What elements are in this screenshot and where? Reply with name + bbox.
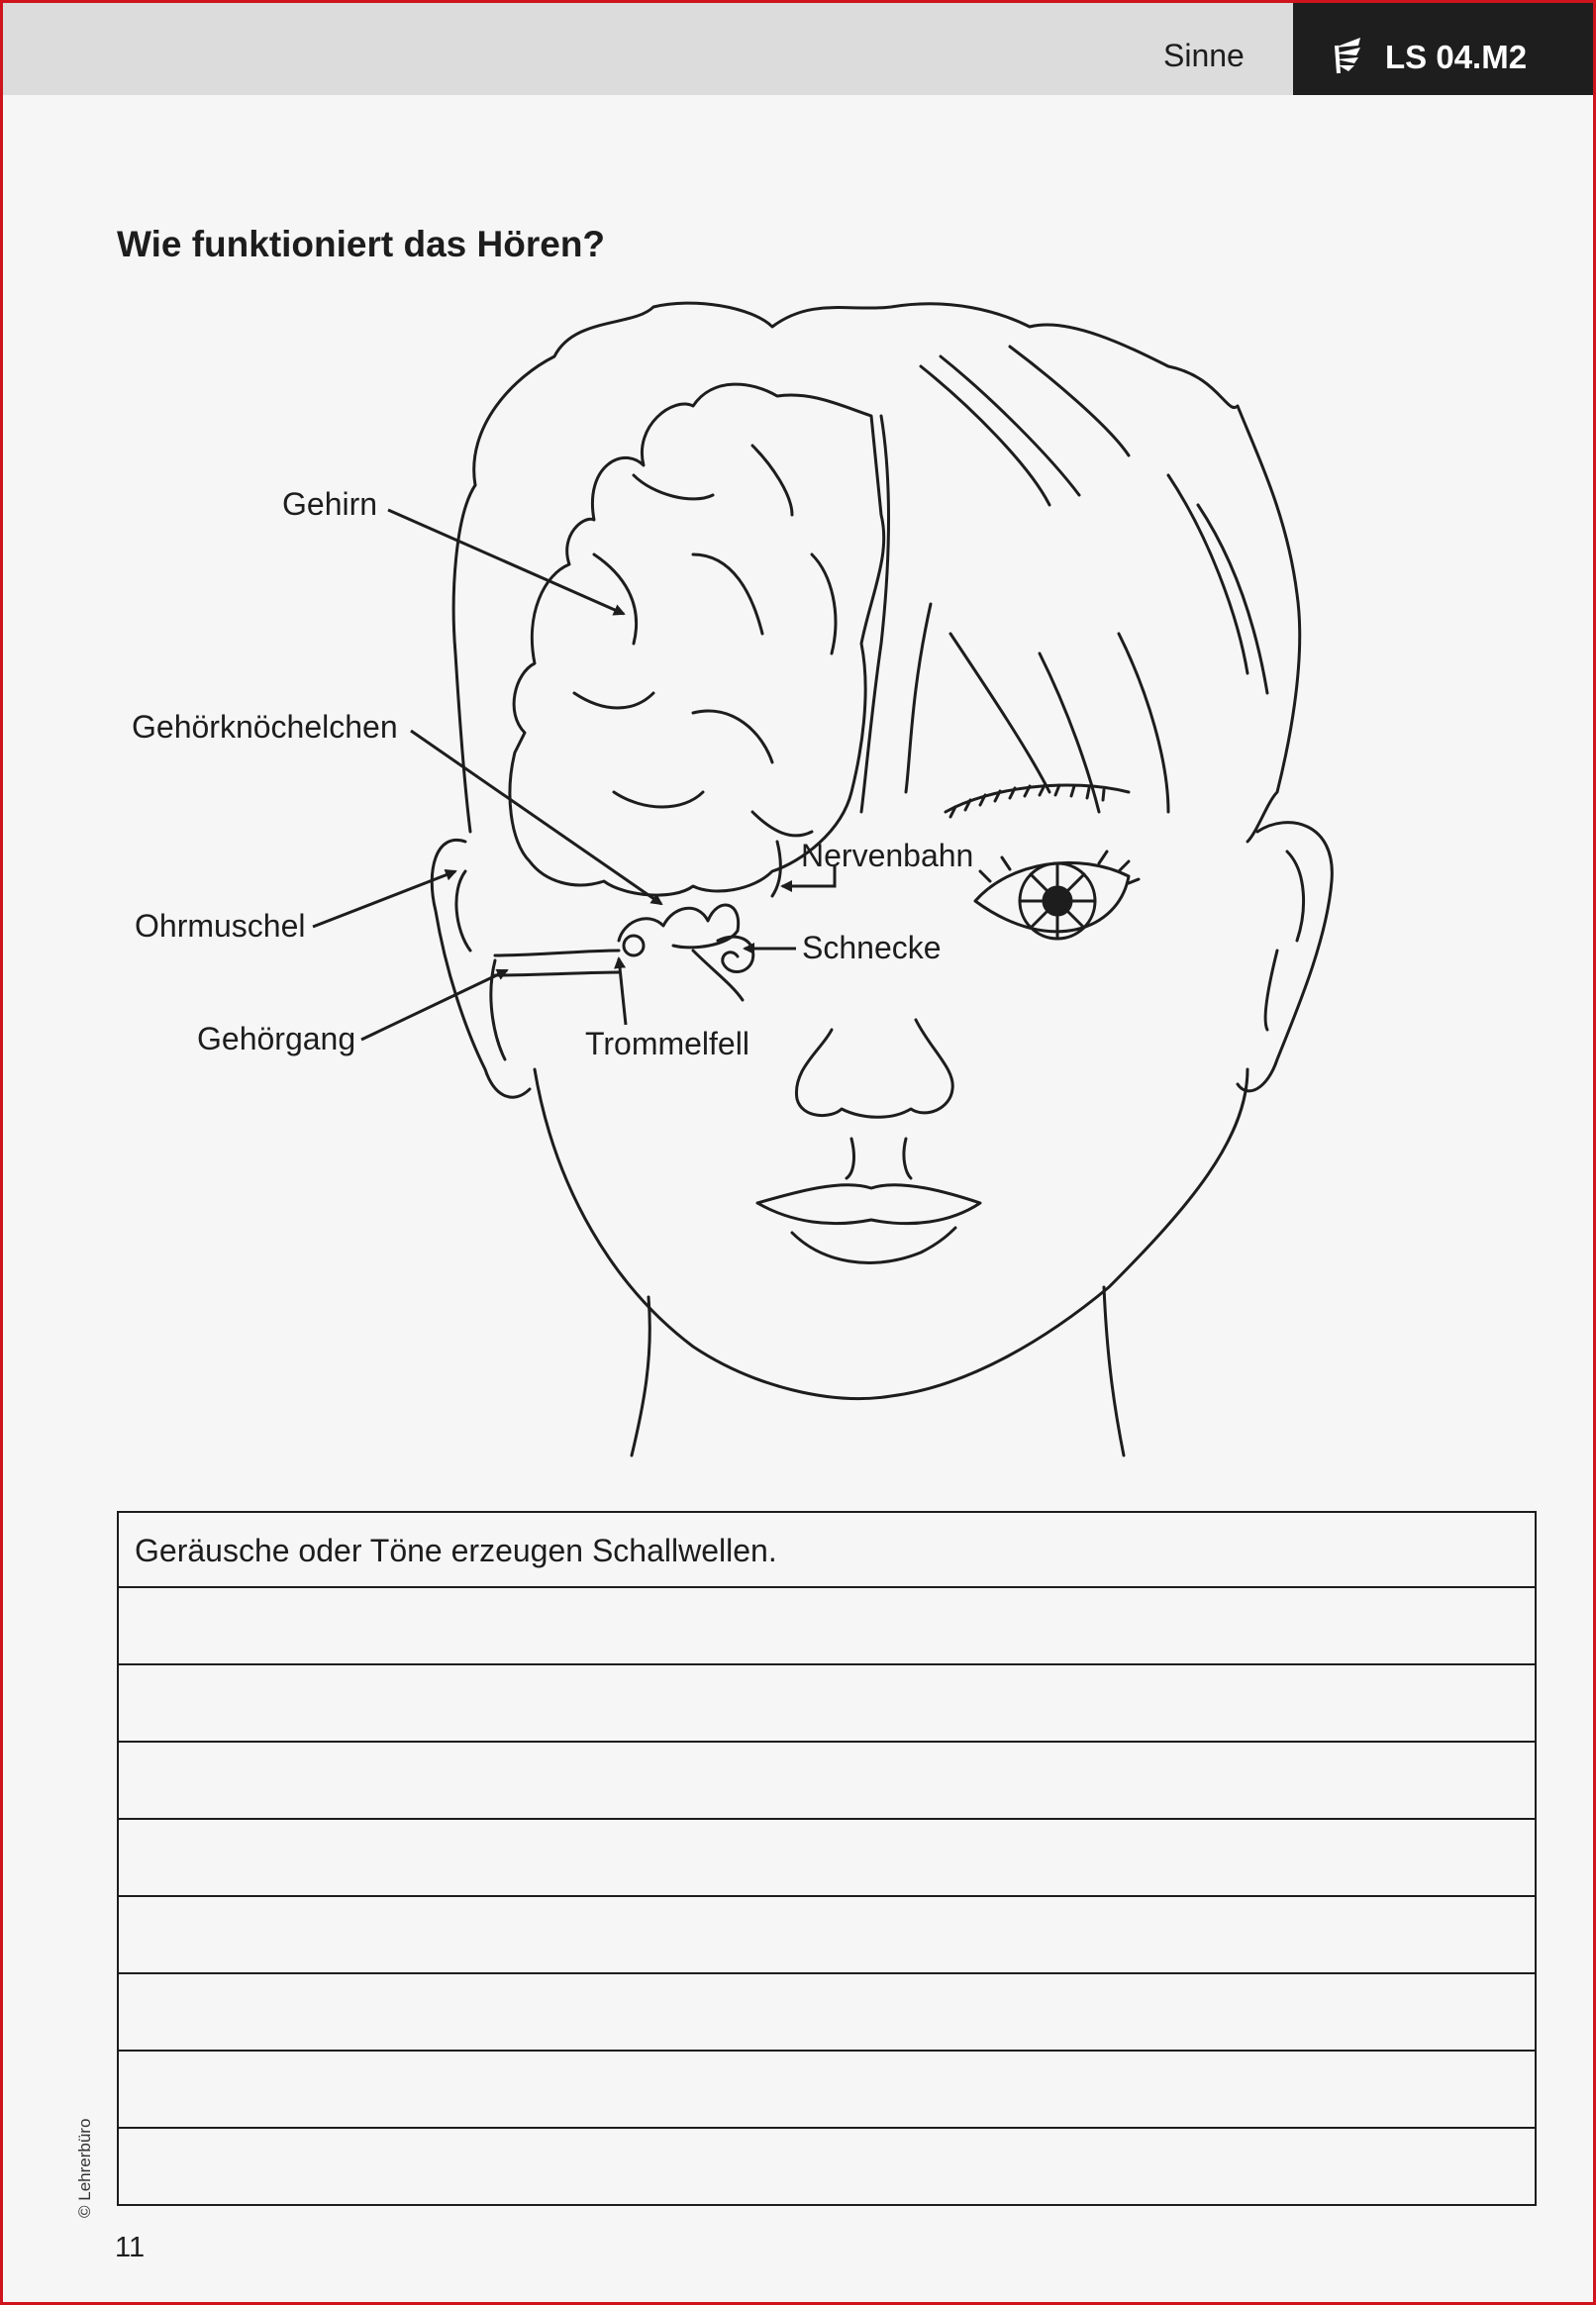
writing-line-3[interactable] bbox=[117, 1665, 1537, 1743]
writing-line-4[interactable] bbox=[117, 1743, 1537, 1820]
arrow-trommelfell bbox=[619, 958, 626, 1025]
ear-canal bbox=[495, 951, 619, 955]
eyebrow bbox=[946, 785, 1129, 812]
copyright-note: © Lehrerbüro bbox=[75, 2118, 94, 2218]
head-ear-illustration bbox=[0, 287, 1596, 1475]
topic-label: Sinne bbox=[1163, 38, 1245, 73]
pencil-fan-icon bbox=[1331, 36, 1366, 75]
worksheet-code-box bbox=[1293, 3, 1593, 95]
arrow-gehirn bbox=[388, 510, 624, 614]
arrow-gehoerknoechelchen bbox=[411, 731, 661, 904]
writing-line-7[interactable] bbox=[117, 1974, 1537, 2052]
left-ear bbox=[432, 840, 530, 1097]
label-nervenbahn: Nervenbahn bbox=[801, 838, 974, 873]
label-schnecke: Schnecke bbox=[802, 930, 942, 965]
page-title: Wie funktioniert das Hören? bbox=[117, 224, 606, 264]
worksheet-code: LS 04.M2 bbox=[1385, 39, 1528, 75]
writing-lines-box bbox=[117, 1511, 1537, 2206]
label-trommelfell: Trommelfell bbox=[585, 1026, 749, 1061]
mouth bbox=[757, 1185, 980, 1224]
face-outline bbox=[535, 1069, 1247, 1399]
brain-outline bbox=[510, 384, 884, 895]
label-ohrmuschel: Ohrmuschel bbox=[135, 908, 306, 944]
label-gehoergang: Gehörgang bbox=[197, 1021, 356, 1056]
arrow-gehoergang bbox=[361, 970, 507, 1040]
right-ear bbox=[1238, 823, 1332, 1091]
writing-line-9[interactable] bbox=[117, 2129, 1537, 2206]
writing-line-8[interactable] bbox=[117, 2052, 1537, 2129]
label-gehoerknoechelchen: Gehörknöchelchen bbox=[132, 709, 398, 745]
writing-line-5[interactable] bbox=[117, 1820, 1537, 1897]
nose bbox=[796, 1020, 952, 1117]
first-line-text: Geräusche oder Töne erzeugen Schallwellen. bbox=[135, 1533, 777, 1568]
page-number: 11 bbox=[115, 2232, 146, 2263]
label-gehirn: Gehirn bbox=[282, 486, 378, 522]
writing-line-1[interactable] bbox=[117, 1511, 1537, 1588]
writing-line-2[interactable] bbox=[117, 1588, 1537, 1665]
writing-line-6[interactable] bbox=[117, 1897, 1537, 1974]
